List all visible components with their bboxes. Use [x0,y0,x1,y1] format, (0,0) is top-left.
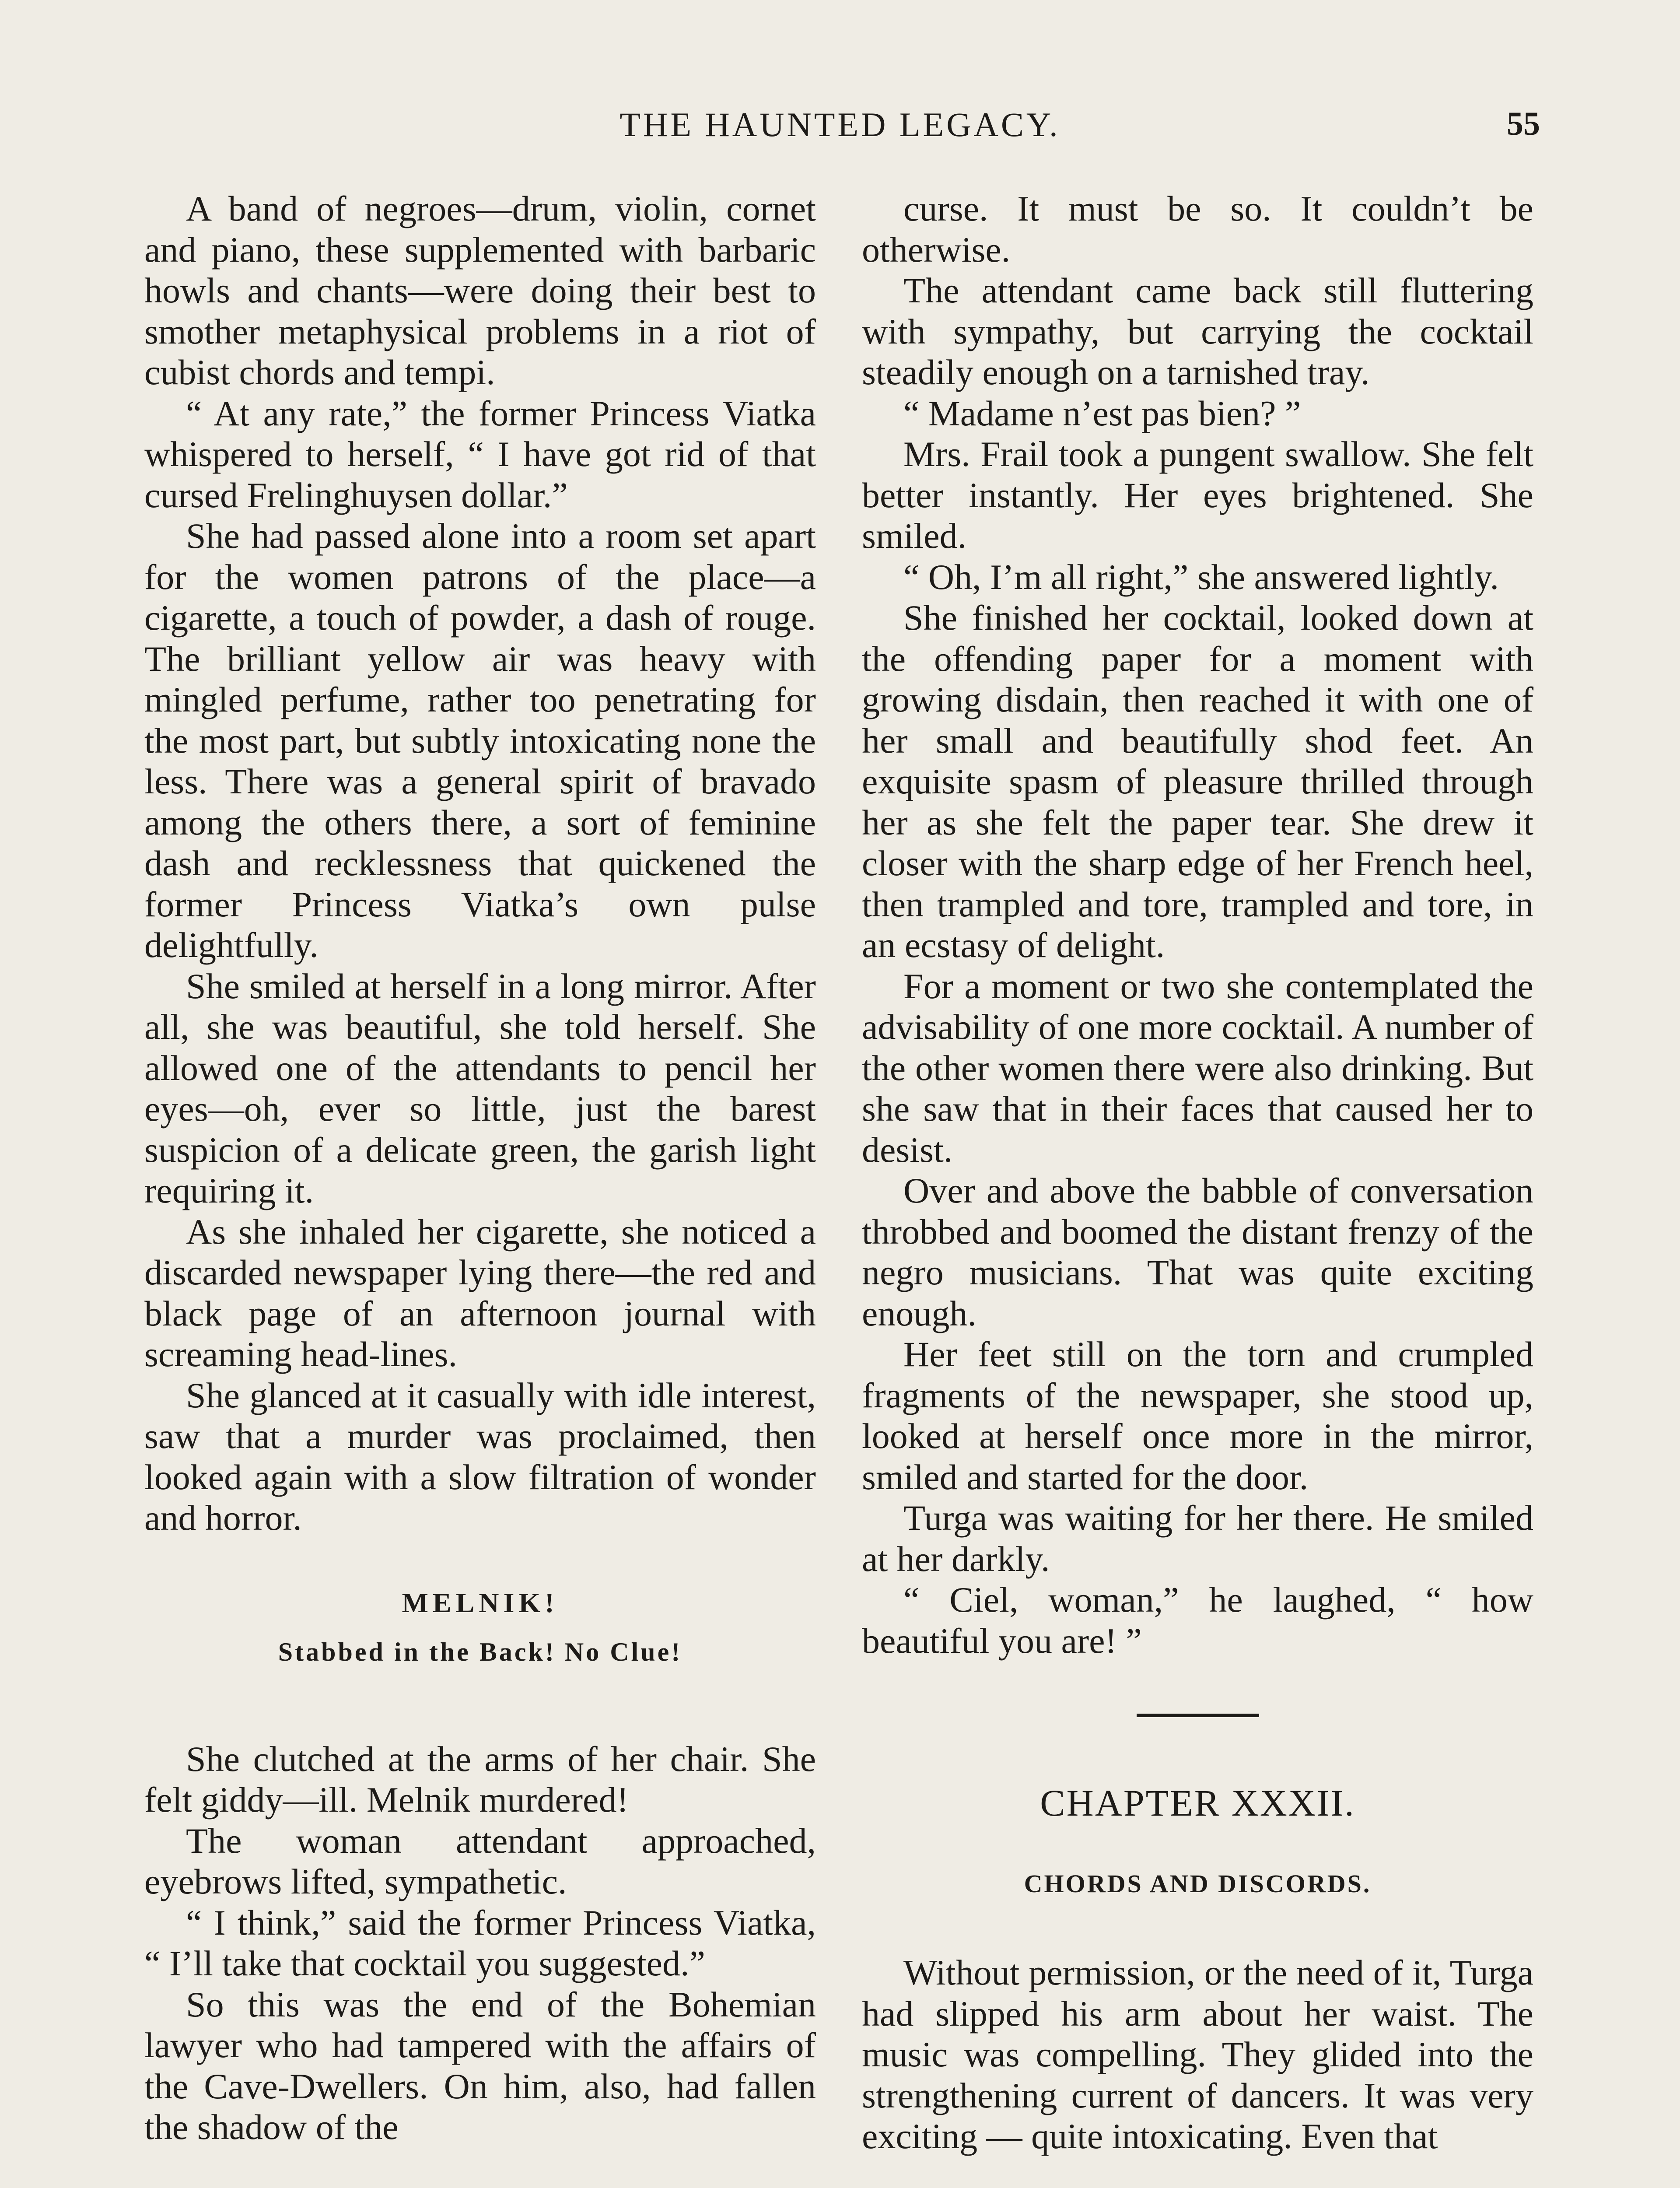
paragraph: She clutched at the arms of her chair. She felt giddy—ill. Melnik murdered! [144,1739,816,1820]
paragraph: “ Madame n’est pas bien? ” [903,393,1301,433]
paragraph: As she inhaled her cigarette, she noticed a discarded newspaper lying there—the red and black page of an afternoon journal with screaming head-lines. [144,1211,816,1374]
chapter-subtitle: CHORDS AND DISCORDS. [1024,1869,1372,1898]
paragraph: She smiled at herself in a long mirror. After all, she was beautiful, she told herself. She allowed one of the attendants to pencil her eyes—oh, ever so little, just the barest suspicion of a delicate green, the garish light requiring it. [144,966,816,1210]
paragraph: Her feet still on the torn and crumpled fragments of the newspaper, she stood up, looked at herself once more in the mirror, smiled and started for the door. [862,1334,1533,1497]
paragraph: The attendant came back still fluttering with sympathy, but carrying the cocktail steadily enough on a tarnished tray. [862,270,1533,392]
page-number: 55 [1507,105,1540,142]
running-head [140,105,1540,153]
paragraph: Without permission, or the need of it, Turga had slipped his arm about her waist. The music was compelling. They glided into the strengthening current of dancers. It was very exciting — quite intoxicating. Even that [862,1953,1533,2156]
paragraph: Turga was waiting for her there. He smiled at her darkly. [862,1498,1533,1579]
paragraph: So this was the end of the Bohemian lawyer who had tampered with the affairs of the Cave-Dwellers. On him, also, had fallen the shadow of the [144,1984,816,2147]
paragraph: For a moment or two she contemplated the advisability of one more cocktail. A number of the other women there were also drinking. But she saw that in their faces that caused her to desist. [862,966,1533,1170]
paragraph: “ I think,” said the former Princess Viatka, “ I’ll take that cocktail you suggested.” [144,1902,816,1983]
paragraph: “ At any rate,” the former Princess Viatka whispered to herself, “ I have got rid of that cursed Frelinghuysen dollar.” [144,393,816,515]
paragraph: She finished her cocktail, looked down at the offending paper for a moment with growing disdain, then reached it with one of her small and beautifully shod feet. An exquisite spasm of pleasure thrilled through her as she felt the paper tear. She drew it closer with the sharp edge of her French heel, then trampled and tore, trampled and tore, in an ecstasy of delight. [862,598,1533,965]
paragraph: Over and above the babble of conversation throbbed and boomed the distant frenzy of the negro musicians. That was quite exciting enough. [862,1171,1533,1333]
section-divider [1137,1714,1259,1717]
paragraph: curse. It must be so. It couldn’t be otherwise. [862,189,1533,270]
paragraph: “ Oh, I’m all right,” she answered lightly. [903,557,1499,597]
paragraph: The woman attendant approached, eyebrows lifted, sympathetic. [144,1820,816,1901]
paragraph: Mrs. Frail took a pungent swallow. She felt better instantly. Her eyes brightened. She smiled. [862,434,1533,556]
chapter-heading: CHAPTER XXXII. [1040,1782,1355,1824]
left-column [144,188,816,2148]
paragraph: “ Ciel, woman,” he laughed, “ how beautiful you are! ” [862,1580,1533,1661]
newspaper-headline: MELNIK! [402,1587,559,1618]
running-title: THE HAUNTED LEGACY. [620,105,1060,144]
paragraph: She glanced at it casually with idle interest, saw that a murder was proclaimed, then looked again with a slow filtration of wonder and horror. [144,1375,816,1538]
newspaper-subheadline: Stabbed in the Back! No Clue! [278,1637,682,1666]
right-column [862,188,1533,2157]
paragraph: She had passed alone into a room set apart for the women patrons of the place—a cigarette, a touch of powder, a dash of rouge. The brilliant yellow air was heavy with mingled perfume, rather too penetrating for the most part, but subtly intoxicating none the less. There was a general spirit of bravado among the others there, a sort of feminine dash and recklessness that quickened the former Princess Viatka’s own pulse delightfully. [144,516,816,965]
paragraph: A band of negroes—drum, violin, cornet and piano, these supplemented with barbaric howls and chants—were doing their best to smother metaphysical problems in a riot of cubist chords and tempi. [144,189,816,392]
